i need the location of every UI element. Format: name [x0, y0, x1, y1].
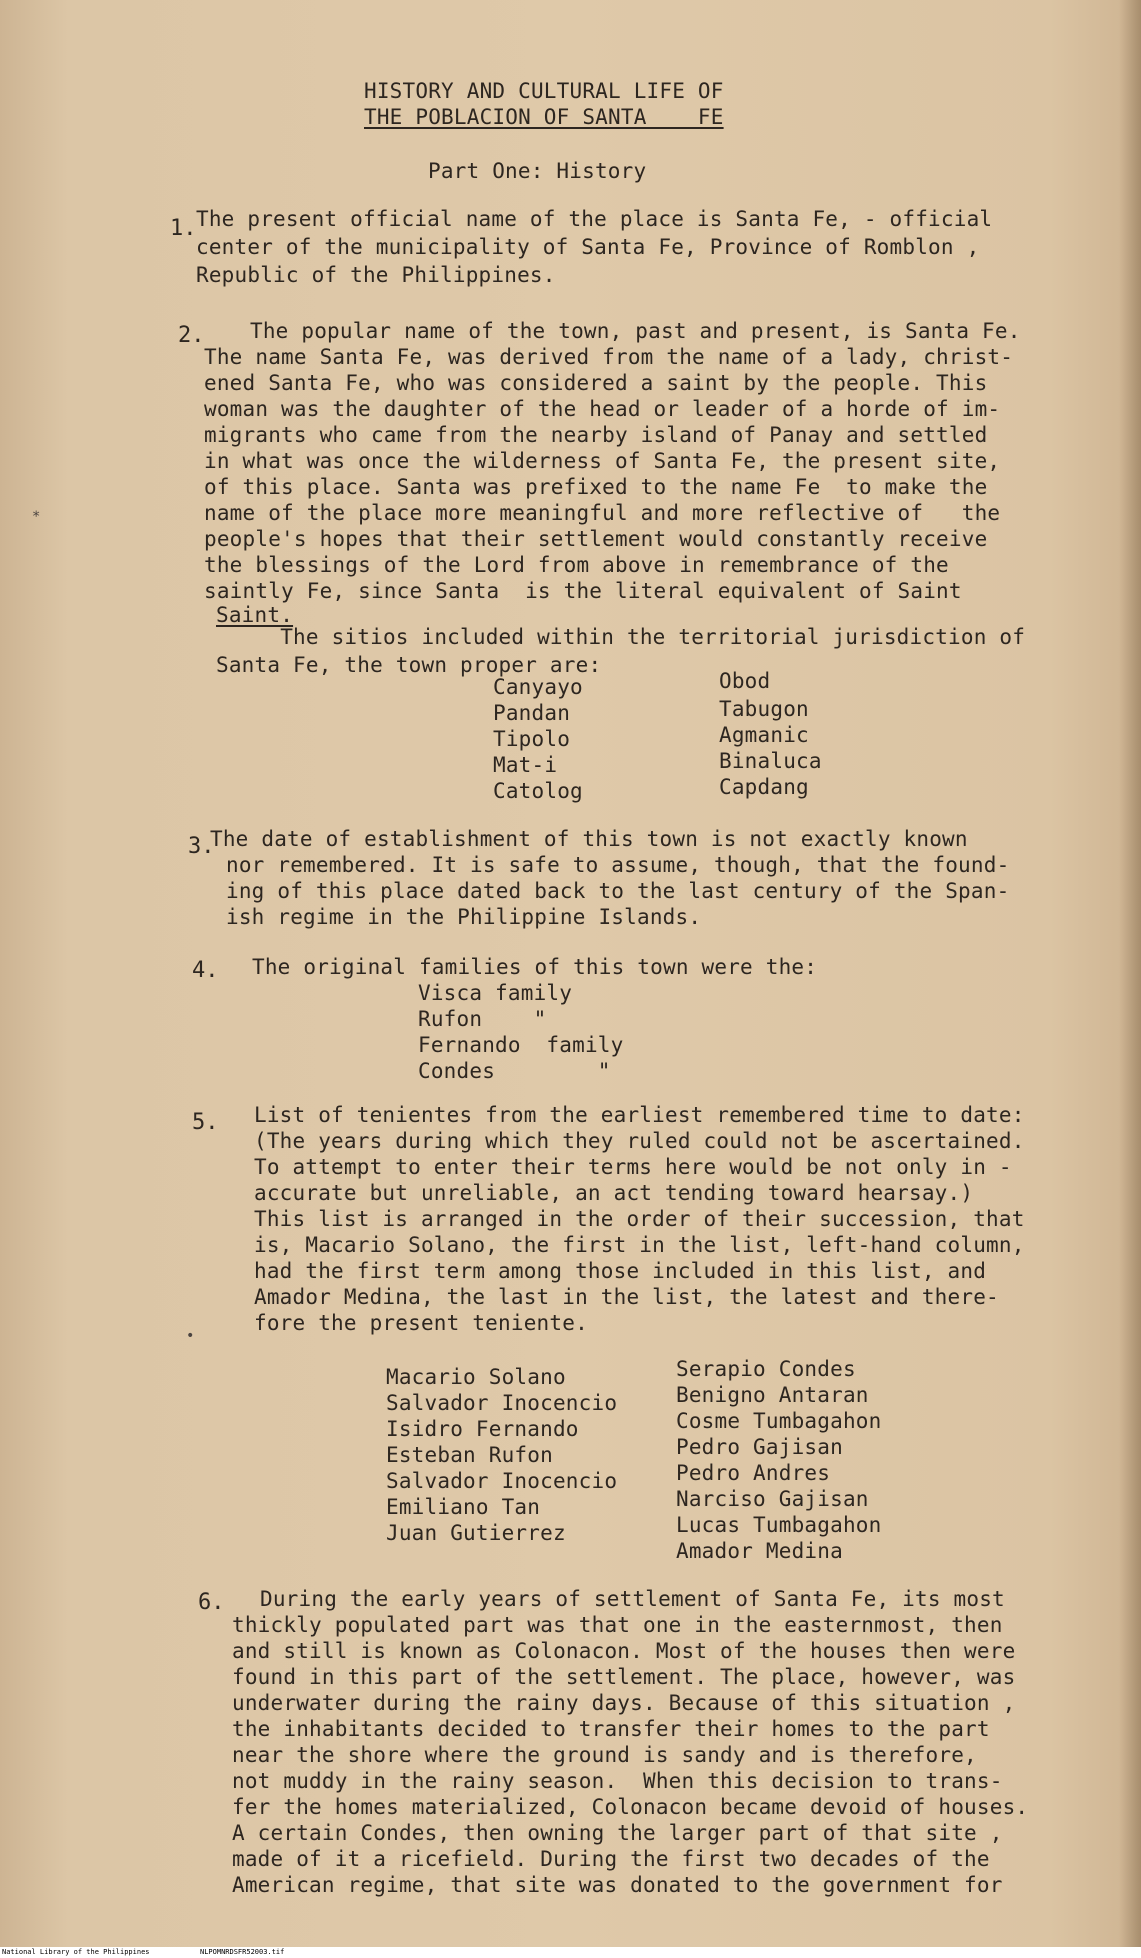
- teniente-name: Macario Solano: [386, 1365, 566, 1389]
- teniente-name: Emiliano Tan: [386, 1495, 541, 1519]
- paragraph-line: The name Santa Fe, was derived from the name of a lady, christ-: [204, 345, 1014, 369]
- page-edge-shadow: [1119, 0, 1141, 1947]
- paragraph-line: List of tenientes from the earliest remembered time to date:: [254, 1103, 1025, 1127]
- paragraph-line: the inhabitants decided to transfer their homes to the part: [232, 1717, 990, 1741]
- sitio-item: Pandan: [493, 701, 571, 725]
- paragraph-line: underwater during the rainy days. Because of this situation ,: [232, 1691, 1016, 1715]
- paragraph-line: The present official name of the place is Santa Fe, - official: [196, 207, 993, 231]
- margin-mark: •: [186, 1328, 195, 1344]
- paragraph-line: and still is known as Colonacon. Most of the houses then were: [232, 1639, 1016, 1663]
- teniente-name: Lucas Tumbagahon: [676, 1513, 882, 1537]
- paragraph-line: Amador Medina, the last in the list, the latest and there-: [254, 1285, 999, 1309]
- paragraph-line: name of the place more meaningful and more reflective of the: [204, 501, 1001, 525]
- section-number: 4.: [192, 958, 219, 983]
- paragraph-line: the blessings of the Lord from above in remembrance of the: [204, 553, 949, 577]
- paragraph-line: A certain Condes, then owning the larger part of that site ,: [232, 1821, 1003, 1845]
- paragraph-line: saintly Fe, since Santa is the literal equivalent of Saint: [204, 579, 962, 603]
- paragraph-line: is, Macario Solano, the first in the list, left-hand column,: [254, 1233, 1025, 1257]
- part-heading: Part One: History: [428, 159, 647, 183]
- section-number: 2.: [178, 323, 205, 348]
- paragraph-line: The original families of this town were the:: [252, 955, 818, 979]
- teniente-name: Cosme Tumbagahon: [676, 1409, 882, 1433]
- teniente-name: Salvador Inocencio: [386, 1391, 618, 1415]
- document-title: HISTORY AND CULTURAL LIFE OF: [364, 79, 724, 103]
- paragraph-line: ened Santa Fe, who was considered a saint by the people. This: [204, 371, 988, 395]
- paragraph-line: Republic of the Philippines.: [196, 263, 556, 287]
- sitio-item: Canyayo: [493, 675, 583, 699]
- sitio-item: Tabugon: [719, 697, 809, 721]
- paragraph-line: near the shore where the ground is sandy and is therefore,: [232, 1743, 977, 1767]
- paragraph-line: made of it a ricefield. During the first two decades of the: [232, 1847, 990, 1871]
- paragraph-line: had the first term among those included in this list, and: [254, 1259, 987, 1283]
- paragraph-line: During the early years of settlement of Santa Fe, its most: [260, 1587, 1005, 1611]
- teniente-name: Serapio Condes: [676, 1357, 856, 1381]
- teniente-name: Narciso Gajisan: [676, 1487, 869, 1511]
- scan-footer: [0, 1947, 1141, 1958]
- teniente-name: Isidro Fernando: [386, 1417, 579, 1441]
- paragraph-line: ing of this place dated back to the last century of the Span-: [226, 879, 1010, 903]
- margin-mark: ∗: [32, 506, 41, 522]
- paragraph-line: found in this part of the settlement. The place, however, was: [232, 1665, 1016, 1689]
- teniente-name: Pedro Gajisan: [676, 1435, 843, 1459]
- family-item: Rufon ": [418, 1007, 547, 1031]
- teniente-name: Amador Medina: [676, 1539, 843, 1563]
- teniente-name: Pedro Andres: [676, 1461, 831, 1485]
- paragraph-line: accurate but unreliable, an act tending toward hearsay.): [254, 1181, 974, 1205]
- paragraph-line: The popular name of the town, past and present, is Santa Fe.: [250, 319, 1021, 343]
- section-number: 1.: [170, 216, 197, 241]
- paragraph-line: (The years during which they ruled could not be ascertained.: [254, 1129, 1025, 1153]
- paragraph-line: in what was once the wilderness of Santa Fe, the present site,: [204, 449, 1001, 473]
- paragraph-line: migrants who came from the nearby island of Panay and settled: [204, 423, 988, 447]
- footer-library: National Library of the Philippines: [2, 1948, 150, 1956]
- sitio-item: Obod: [719, 669, 771, 693]
- paragraph-line: The sitios included within the territorial jurisdiction of: [216, 625, 1026, 649]
- paragraph-line: thickly populated part was that one in the easternmost, then: [232, 1613, 1003, 1637]
- paragraph-line: people's hopes that their settlement would constantly receive: [204, 527, 988, 551]
- teniente-name: Juan Gutierrez: [386, 1521, 566, 1545]
- document-subtitle: THE POBLACION OF SANTA FE: [364, 105, 724, 129]
- teniente-name: Benigno Antaran: [676, 1383, 869, 1407]
- teniente-name: Esteban Rufon: [386, 1443, 553, 1467]
- family-item: Condes ": [418, 1059, 611, 1083]
- sitio-item: Catolog: [493, 779, 583, 803]
- teniente-name: Salvador Inocencio: [386, 1469, 618, 1493]
- sitio-item: Capdang: [719, 775, 809, 799]
- paragraph-line: woman was the daughter of the head or leader of a horde of im-: [204, 397, 1001, 421]
- paragraph-line: Santa Fe, the town proper are:: [216, 653, 602, 677]
- paragraph-line: ish regime in the Philippine Islands.: [226, 905, 702, 929]
- paragraph-line: Saint.: [216, 603, 294, 627]
- family-item: Visca family: [418, 981, 573, 1005]
- footer-file-id: NLPOMNRDSFR52003.tif: [200, 1948, 285, 1956]
- paragraph-line: This list is arranged in the order of their succession, that: [254, 1207, 1025, 1231]
- paragraph-line: fer the homes materialized, Colonacon became devoid of houses.: [232, 1795, 1029, 1819]
- section-number: 3.: [188, 834, 215, 859]
- paragraph-line: center of the municipality of Santa Fe, Province of Romblon ,: [196, 235, 980, 259]
- paragraph-line: not muddy in the rainy season. When this decision to trans-: [232, 1769, 1003, 1793]
- sitio-item: Mat-i: [493, 753, 558, 777]
- paragraph-line: nor remembered. It is safe to assume, though, that the found-: [226, 853, 1010, 877]
- paragraph-line: To attempt to enter their terms here would be not only in -: [254, 1155, 1012, 1179]
- paragraph-line: fore the present teniente.: [254, 1311, 588, 1335]
- paragraph-line: of this place. Santa was prefixed to the name Fe to make the: [204, 475, 988, 499]
- section-number: 5.: [192, 1110, 219, 1135]
- family-item: Fernando family: [418, 1033, 624, 1057]
- sitio-item: Agmanic: [719, 723, 809, 747]
- sitio-item: Binaluca: [719, 749, 822, 773]
- paragraph-line: American regime, that site was donated to the government for: [232, 1873, 1003, 1897]
- section-number: 6.: [198, 1590, 225, 1615]
- sitio-item: Tipolo: [493, 727, 571, 751]
- paragraph-line: The date of establishment of this town is not exactly known: [210, 827, 968, 851]
